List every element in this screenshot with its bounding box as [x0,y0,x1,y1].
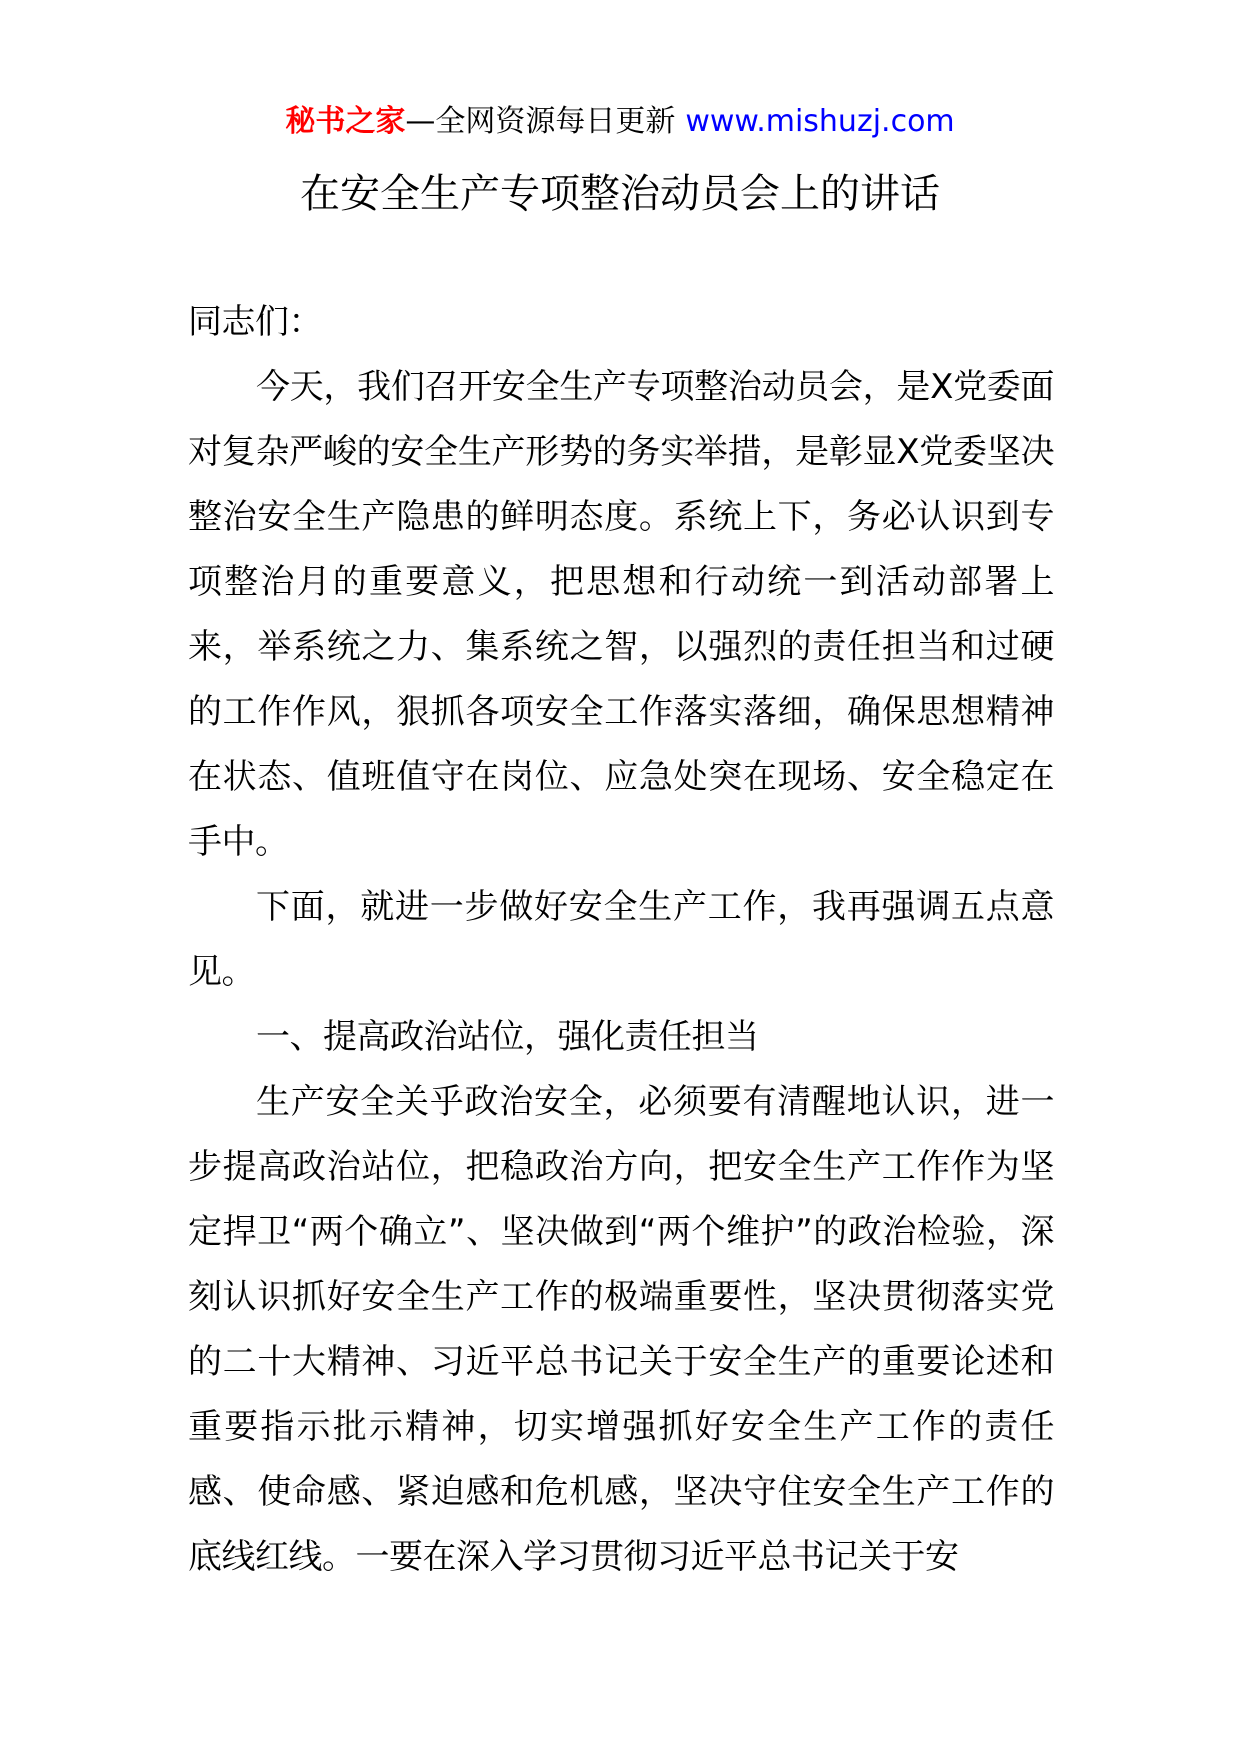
site-url-link[interactable]: www.mishuzj.com [685,104,955,139]
brand-name: 秘书之家 [285,104,406,139]
paragraph-transition: 下面，就进一步做好安全生产工作，我再强调五点意见。 [188,887,1054,992]
site-slogan: —全网资源每日更新 [405,104,676,139]
document-title: 在安全生产专项整治动员会上的讲话 [300,171,940,217]
paragraph-intro: 今天，我们召开安全生产专项整治动员会，是X党委面对复杂严峻的安全生产形势的务实举措，是彰显X党委坚决整治安全生产隐患的鲜明态度。系统上下，务必认识到专项整治月的重要意义，把思想和行动统一到活动部署上来，举系统之力、集系统之智，以强烈的责任担当和过硬的工作作风，狠抓各项安全工作落实落细，确保思想精神在状态、值班值守在岗位、应急处突在现场、安全稳定在手中。 [188,367,1054,862]
section-heading: 一、提高政治站位，强化责任担当 [256,1017,759,1057]
site-header [0,102,1240,142]
document-body [188,290,1054,1590]
salutation: 同志们： [188,302,322,342]
paragraph-section-one: 生产安全关乎政治安全，必须要有清醒地认识，进一步提高政治站位，把稳政治方向，把安全生产工作作为坚定捍卫“两个确立”、坚决做到“两个维护”的政治检验，深刻认识抓好安全生产工作的极端重要性，坚决贯彻落实党的二十大精神、习近平总书记关于安全生产的重要论述和重要指示批示精神，切实增强抓好安全生产工作的责任感、使命感、紧迫感和危机感，坚决守住安全生产工作的底线红线。一要在深入学习贯彻习近平总书记关于安 [188,1082,1054,1577]
